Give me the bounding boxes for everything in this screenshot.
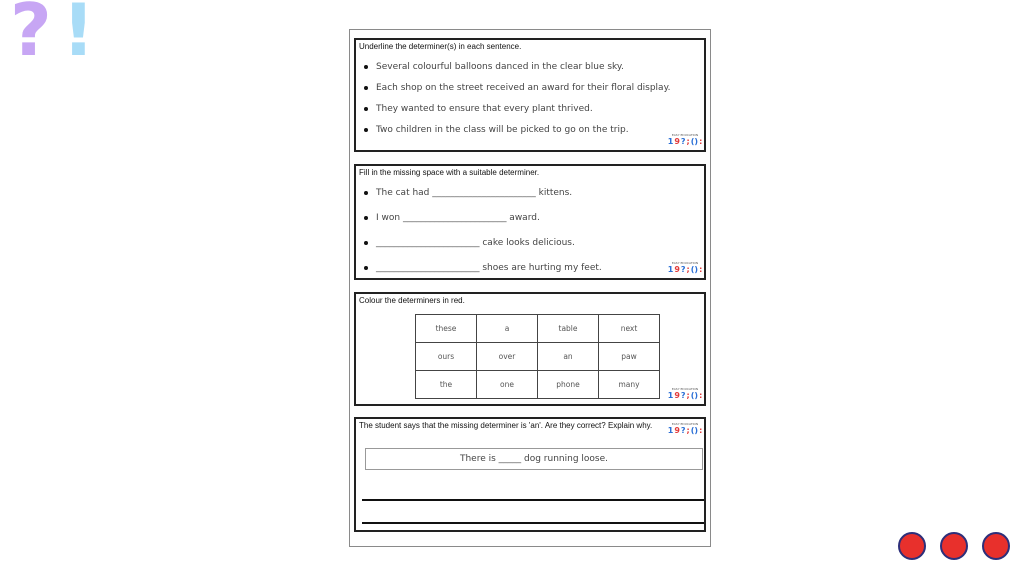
panel-title: The student says that the missing determiner is 'an'. Are they correct? Explain why. xyxy=(359,421,653,430)
logo-glyph: 9 xyxy=(674,137,680,146)
logo-glyph: () xyxy=(690,426,699,435)
logo-glyph: ? xyxy=(680,137,686,146)
logo-glyph: ; xyxy=(686,265,690,274)
sentence-list xyxy=(362,188,602,273)
exclamation-decoration: ! xyxy=(62,0,95,72)
fill-missing-determiner-panel xyxy=(354,164,706,280)
panel-title: Underline the determiner(s) in each sentence. xyxy=(359,42,522,51)
red-dot-icon xyxy=(940,532,968,560)
logo-glyph: ? xyxy=(680,265,686,274)
list-item: Each shop on the street received an award for their floral display. xyxy=(362,83,670,93)
word-cell[interactable]: the xyxy=(416,371,477,399)
easy-education-logo: EASY EDUCATION 1 9 ? ; () : xyxy=(667,422,703,435)
word-cell[interactable]: an xyxy=(538,343,599,371)
logo-glyph: () xyxy=(690,137,699,146)
sentence-list xyxy=(362,62,670,135)
easy-education-logo: EASY EDUCATION 1 9 ? ; () : xyxy=(667,133,703,146)
logo-glyph: 1 xyxy=(667,265,674,274)
list-item: _______________________ shoes are hurting my feet. xyxy=(362,263,602,273)
panel-title: Fill in the missing space with a suitable determiner. xyxy=(359,168,540,177)
logo-glyph: () xyxy=(690,265,699,274)
logo-glyph: 9 xyxy=(674,426,680,435)
logo-glyph: : xyxy=(699,137,703,146)
underline-determiners-panel xyxy=(354,38,706,152)
logo-glyph: : xyxy=(699,391,703,400)
logo-glyph: ; xyxy=(686,137,690,146)
list-item: The cat had _______________________ kittens. xyxy=(362,188,602,198)
logo-glyph: 1 xyxy=(667,137,674,146)
word-cell[interactable]: ours xyxy=(416,343,477,371)
word-cell[interactable]: phone xyxy=(538,371,599,399)
worksheet-page xyxy=(349,29,711,547)
question-mark-decoration: ? xyxy=(10,0,52,72)
example-sentence-box: There is _____ dog running loose. xyxy=(365,448,703,470)
logo-glyph: ; xyxy=(686,426,690,435)
red-dot-icon xyxy=(898,532,926,560)
list-item: They wanted to ensure that every plant thrived. xyxy=(362,104,670,114)
colour-determiners-panel xyxy=(354,292,706,406)
word-cell[interactable]: paw xyxy=(599,343,660,371)
word-cell[interactable]: one xyxy=(477,371,538,399)
list-item: Two children in the class will be picked to go on the trip. xyxy=(362,125,670,135)
logo-glyph: 1 xyxy=(667,391,674,400)
explain-determiner-panel xyxy=(354,417,706,532)
table-row xyxy=(416,315,660,343)
logo-glyph: () xyxy=(690,391,699,400)
logo-glyph: 1 xyxy=(667,426,674,435)
logo-glyph: ? xyxy=(680,391,686,400)
list-item: I won _______________________ award. xyxy=(362,213,602,223)
answer-line[interactable] xyxy=(362,522,704,524)
answer-line[interactable] xyxy=(362,499,704,501)
word-cell[interactable]: table xyxy=(538,315,599,343)
word-grid xyxy=(415,314,660,399)
word-cell[interactable]: next xyxy=(599,315,660,343)
logo-glyph: : xyxy=(699,265,703,274)
panel-title: Colour the determiners in red. xyxy=(359,296,465,305)
word-cell[interactable]: these xyxy=(416,315,477,343)
word-cell[interactable]: many xyxy=(599,371,660,399)
table-row xyxy=(416,343,660,371)
list-item: Several colourful balloons danced in the clear blue sky. xyxy=(362,62,670,72)
logo-glyph: 9 xyxy=(674,391,680,400)
slide-dots xyxy=(898,532,1010,560)
word-cell[interactable]: a xyxy=(477,315,538,343)
list-item: _______________________ cake looks delicious. xyxy=(362,238,602,248)
logo-glyph: : xyxy=(699,426,703,435)
word-cell[interactable]: over xyxy=(477,343,538,371)
logo-glyph: ; xyxy=(686,391,690,400)
table-row xyxy=(416,371,660,399)
red-dot-icon xyxy=(982,532,1010,560)
logo-glyph: ? xyxy=(680,426,686,435)
logo-glyph: 9 xyxy=(674,265,680,274)
easy-education-logo: EASY EDUCATION 1 9 ? ; () : xyxy=(667,387,703,400)
easy-education-logo: EASY EDUCATION 1 9 ? ; () : xyxy=(667,261,703,274)
